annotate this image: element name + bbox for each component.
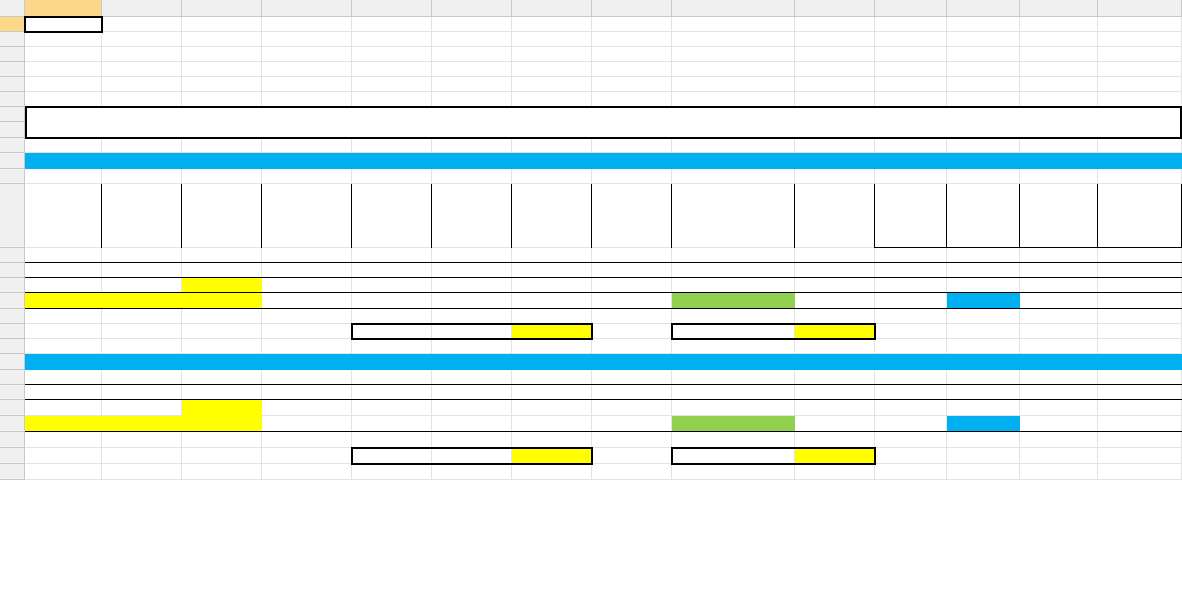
age-label[interactable]: [25, 47, 182, 62]
efficiency-label[interactable]: [875, 248, 1182, 263]
column-title[interactable]: [875, 184, 947, 248]
value-dan[interactable]: [25, 416, 102, 432]
row-header[interactable]: [0, 17, 25, 32]
credits-value[interactable]: [592, 47, 795, 62]
value-vm[interactable]: [352, 416, 432, 432]
cap-factor-label[interactable]: [102, 324, 262, 339]
dan-year-value[interactable]: [25, 309, 102, 324]
formula-cell[interactable]: [512, 385, 592, 400]
row-header[interactable]: [0, 153, 25, 169]
value-dpg-rs[interactable]: [1020, 416, 1098, 432]
cell-border: [874, 184, 875, 248]
cap-factor-value[interactable]: [25, 324, 102, 339]
row-header[interactable]: [0, 324, 25, 339]
value-vp[interactable]: [600, 293, 672, 309]
value-lk[interactable]: [102, 416, 182, 432]
formula-cell[interactable]: [352, 263, 432, 278]
formula-cell[interactable]: [432, 385, 512, 400]
formula-cell[interactable]: [795, 263, 875, 278]
row-header[interactable]: [0, 354, 25, 370]
row-header[interactable]: [0, 169, 25, 184]
formula-cell[interactable]: [182, 385, 262, 400]
row-header[interactable]: [0, 184, 25, 248]
city-value[interactable]: [182, 62, 352, 77]
value-dp-dan[interactable]: [875, 416, 947, 432]
cell-border: [671, 184, 672, 248]
select-all-corner[interactable]: [0, 0, 25, 17]
formula-cell[interactable]: [672, 385, 795, 400]
cell-border: [181, 184, 182, 248]
column-title[interactable]: [25, 184, 102, 248]
kids-label[interactable]: [420, 62, 592, 77]
column-header[interactable]: [25, 0, 102, 17]
title-border: [25, 106, 1182, 139]
column-header[interactable]: [1098, 0, 1182, 17]
column-header[interactable]: [592, 0, 672, 17]
value-fs[interactable]: [262, 416, 352, 432]
value-dpg-lk[interactable]: [947, 293, 1020, 309]
assets-value[interactable]: [592, 32, 795, 47]
formula-cell[interactable]: [672, 263, 795, 278]
formula-cell[interactable]: [1098, 385, 1182, 400]
value-cashflow-month[interactable]: [672, 416, 795, 432]
age-value[interactable]: [182, 47, 352, 62]
cell-border: [261, 184, 262, 248]
column-header[interactable]: [432, 0, 512, 17]
cell-border: [25, 431, 1182, 432]
ratio-value[interactable]: [352, 278, 432, 293]
formula-cell[interactable]: [25, 385, 102, 400]
cell-border: [1097, 184, 1098, 248]
vfsm-extra[interactable]: [432, 432, 512, 448]
row-header[interactable]: [0, 400, 25, 416]
cell-border: [351, 184, 352, 248]
row-header[interactable]: [0, 370, 25, 385]
value-dp-dan[interactable]: [875, 293, 947, 309]
column-title[interactable]: [672, 184, 795, 248]
row-header[interactable]: [0, 47, 25, 62]
value-fs[interactable]: [262, 293, 352, 309]
formula-cell[interactable]: [262, 263, 352, 278]
row-header[interactable]: [0, 464, 25, 480]
section2-banner[interactable]: [25, 354, 1182, 370]
column-header[interactable]: [182, 0, 262, 17]
cell-border: [101, 184, 102, 248]
city-label[interactable]: [25, 62, 182, 77]
column-title[interactable]: [512, 184, 592, 248]
column-header[interactable]: [102, 0, 182, 17]
cell-box-border: [351, 323, 593, 340]
pct-value[interactable]: [512, 400, 592, 416]
cell-border: [591, 184, 592, 248]
column-header[interactable]: [1020, 0, 1098, 17]
section1-banner[interactable]: [25, 153, 1182, 169]
value-collateral[interactable]: [512, 293, 592, 309]
cell-border: [794, 184, 795, 248]
cell-box-border: [351, 447, 593, 465]
value-rs[interactable]: [182, 416, 262, 432]
row-header[interactable]: [0, 416, 25, 432]
value-dan[interactable]: [25, 293, 102, 309]
purchase-price[interactable]: [182, 400, 262, 416]
row-header[interactable]: [0, 309, 25, 324]
name-label[interactable]: [25, 32, 182, 47]
formula-cell[interactable]: [512, 263, 592, 278]
value-cashflow-year[interactable]: [795, 416, 875, 432]
column-header[interactable]: [875, 0, 947, 17]
credits-label[interactable]: [420, 47, 592, 62]
cell-border: [25, 308, 1182, 309]
value-rs[interactable]: [182, 293, 262, 309]
row-header[interactable]: [0, 92, 25, 107]
formula-cell[interactable]: [432, 263, 512, 278]
row-header[interactable]: [0, 385, 25, 400]
cell-box-border: [671, 323, 876, 340]
row-header[interactable]: [0, 138, 25, 153]
dan-year-label[interactable]: [102, 432, 262, 448]
cell-border: [875, 247, 1182, 248]
cell-border: [431, 184, 432, 248]
column-header[interactable]: [512, 0, 592, 17]
row-header[interactable]: [0, 278, 25, 293]
formula-cell[interactable]: [1020, 263, 1098, 278]
cell-border: [1019, 184, 1020, 248]
family-value[interactable]: [182, 77, 352, 92]
formula-cell[interactable]: [25, 263, 102, 278]
value-vp[interactable]: [592, 416, 672, 432]
column-title[interactable]: [262, 184, 352, 248]
row-header[interactable]: [0, 248, 25, 263]
dan-year-value[interactable]: [25, 432, 102, 448]
cell-border: [511, 184, 512, 248]
ratio-value[interactable]: [352, 400, 432, 416]
formula-cell[interactable]: [102, 263, 182, 278]
row-header[interactable]: [0, 293, 25, 309]
section1-subtitle[interactable]: [25, 169, 1182, 184]
value-cashflow-month[interactable]: [672, 293, 795, 309]
family-label[interactable]: [25, 77, 182, 92]
formula-cell[interactable]: [947, 385, 1020, 400]
value-dpg-rs[interactable]: [1020, 293, 1098, 309]
column-title[interactable]: [352, 184, 432, 248]
row-header[interactable]: [0, 448, 25, 464]
cap-factor-label[interactable]: [102, 448, 262, 464]
column-title[interactable]: [102, 184, 182, 248]
kids-value[interactable]: [592, 62, 795, 77]
formula-cell[interactable]: [352, 385, 432, 400]
pct-value[interactable]: [512, 278, 592, 293]
formula-cell[interactable]: [102, 385, 182, 400]
purchase-label[interactable]: [25, 278, 182, 293]
cell-box-border: [671, 447, 876, 465]
column-title[interactable]: [1020, 184, 1098, 248]
column-title[interactable]: [947, 184, 1020, 248]
value-dpg-vp[interactable]: [1098, 293, 1182, 309]
name-value[interactable]: [182, 32, 352, 47]
formula-cell[interactable]: [1020, 385, 1098, 400]
row-header[interactable]: [0, 122, 25, 138]
value-collateral[interactable]: [512, 416, 592, 432]
column-header[interactable]: [795, 0, 875, 17]
cell-border: [25, 277, 1182, 278]
row-header[interactable]: [0, 77, 25, 92]
column-header[interactable]: [672, 0, 795, 17]
column-header[interactable]: [947, 0, 1020, 17]
value-lk[interactable]: [102, 293, 182, 309]
value-vfsm[interactable]: [432, 293, 512, 309]
column-header[interactable]: [262, 0, 352, 17]
column-title[interactable]: [432, 184, 512, 248]
cell-border: [25, 262, 1182, 263]
formula-cell[interactable]: [262, 385, 352, 400]
cell-border: [25, 399, 1182, 400]
formula-cell[interactable]: [875, 385, 947, 400]
column-title[interactable]: [182, 184, 262, 248]
misc-label[interactable]: [420, 77, 592, 92]
cell-border: [946, 184, 947, 248]
value-dpg-vp[interactable]: [1098, 416, 1182, 432]
vfsm-extra[interactable]: [432, 309, 512, 324]
dan-year-label[interactable]: [102, 309, 262, 324]
formula-cell[interactable]: [592, 385, 672, 400]
purchase-price[interactable]: [182, 278, 262, 293]
formula-cell[interactable]: [182, 263, 262, 278]
row-header[interactable]: [0, 263, 25, 278]
gridline: [671, 17, 672, 480]
formula-cell[interactable]: [592, 263, 672, 278]
purchase-label[interactable]: [25, 400, 182, 416]
value-dpg-lk[interactable]: [947, 416, 1020, 432]
row-header[interactable]: [0, 107, 25, 122]
value-vfsm[interactable]: [432, 416, 512, 432]
row-header[interactable]: [0, 339, 25, 354]
row-header[interactable]: [0, 432, 25, 448]
value-cashflow-year[interactable]: [795, 293, 875, 309]
gridline: [25, 479, 1182, 480]
cell-border: [25, 292, 1182, 293]
row-header[interactable]: [0, 32, 25, 47]
section2-subtitle[interactable]: [25, 370, 1182, 385]
row-header[interactable]: [0, 62, 25, 77]
formula-cell[interactable]: [875, 263, 947, 278]
formula-cell[interactable]: [795, 385, 875, 400]
column-title[interactable]: [592, 184, 672, 248]
value-vm[interactable]: [352, 293, 432, 309]
active-cell-selection[interactable]: [24, 16, 103, 33]
formula-cell[interactable]: [1098, 263, 1182, 278]
column-header[interactable]: [352, 0, 432, 17]
gridline: [794, 17, 795, 480]
column-title[interactable]: [795, 184, 875, 248]
assets-label[interactable]: [420, 32, 592, 47]
cell-border: [25, 384, 1182, 385]
cap-factor-value[interactable]: [25, 448, 102, 464]
formula-cell[interactable]: [947, 263, 1020, 278]
column-title[interactable]: [1098, 184, 1182, 248]
